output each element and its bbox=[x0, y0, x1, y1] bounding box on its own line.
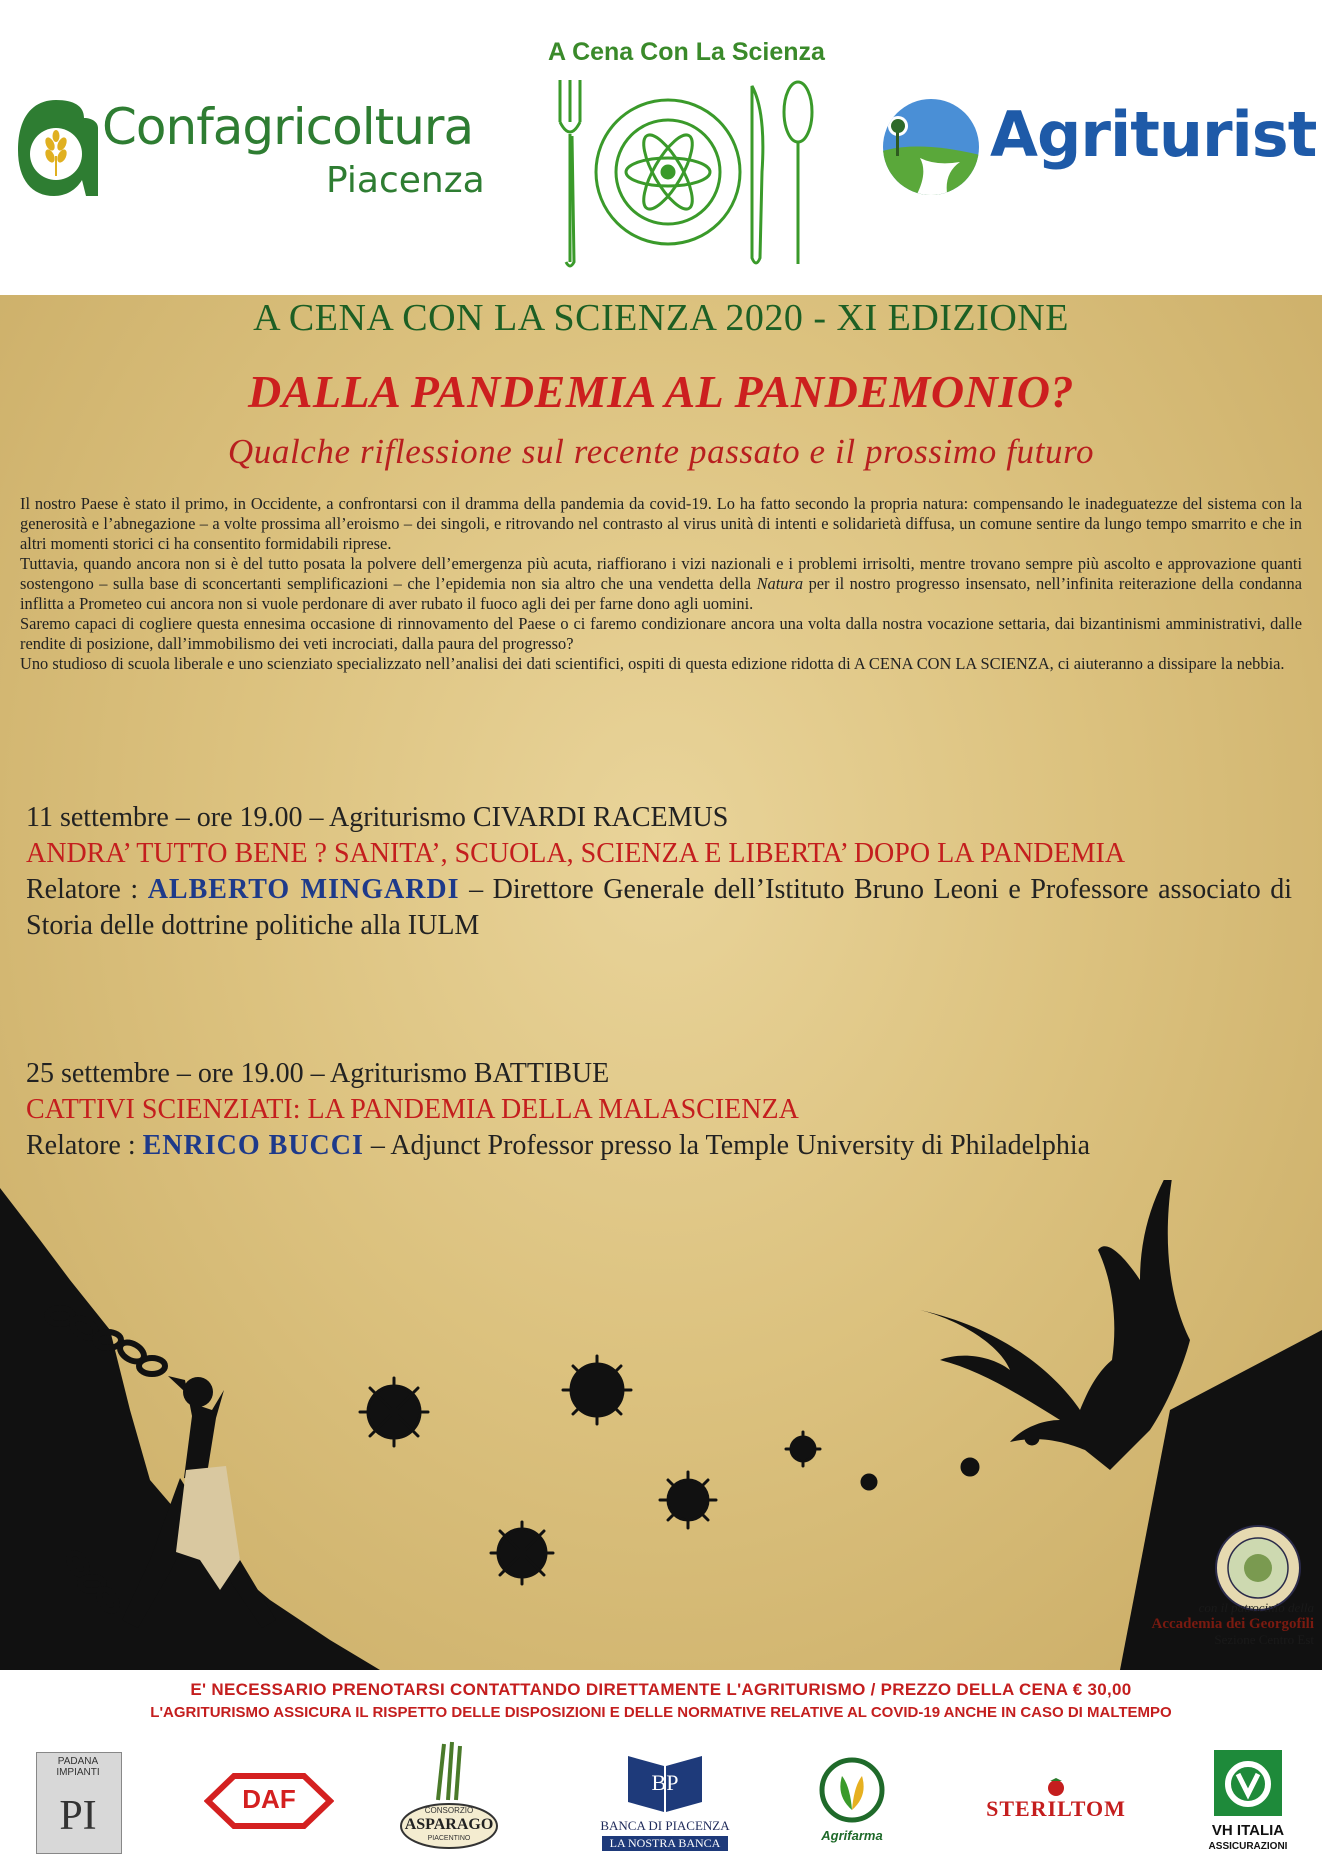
intro-p2-italic: Natura bbox=[756, 574, 804, 593]
sponsor-banca-name: BANCA DI PIACENZA bbox=[600, 1818, 730, 1833]
intro-p2-part-b: per il nostro progresso insensato, nell’infinita reiterazione della condanna inflitta a Prometeo cui ancora non si vuole perdonare di aver rubato il fuoco agli dei per farne dono agli uomini. bbox=[20, 574, 1302, 613]
sponsor-vh-sub: ASSICURAZIONI bbox=[1208, 1841, 1288, 1852]
sponsor-agrifarma-name: Agrifarma bbox=[821, 1828, 883, 1843]
event-2-date: 25 settembre – ore 19.00 – Agriturismo BATTIBUE bbox=[26, 1058, 610, 1089]
intro-paragraph-3: Saremo capaci di cogliere questa ennesima occasione di rinnovamento del Paese o ci faremo condizionare ancora una volta dalla nostra vocazione settaria, dai bizantinismi amministrativi, dalle rendite di posizione, dall’immobilismo dei veti incrociati, dalla paura del progresso? bbox=[20, 614, 1302, 653]
event-1-speaker bbox=[26, 872, 1292, 944]
sponsor-steriltom-name: STERILTOM bbox=[986, 1796, 1126, 1821]
sponsor-padana-mark: PI bbox=[59, 1793, 97, 1839]
sponsor-daf-name: DAF bbox=[242, 1784, 296, 1814]
sponsor-banca bbox=[592, 1752, 738, 1852]
sponsor-asparago bbox=[398, 1740, 500, 1852]
event-1 bbox=[26, 800, 1292, 944]
event-1-speaker-role: – Direttore Generale dell’Istituto Bruno Leoni e Professore associato di Storia delle dottrine politiche alla IULM bbox=[26, 874, 1293, 941]
patronage-line-1: con il patrocinio della bbox=[1198, 1600, 1314, 1615]
main-title: DALLA PANDEMIA AL PANDEMONIO? bbox=[248, 366, 1074, 417]
sponsor-banca-sub: LA NOSTRA BANCA bbox=[602, 1836, 728, 1851]
event-1-speaker-label: Relatore : bbox=[26, 874, 139, 905]
event-1-date: 11 settembre – ore 19.00 – Agriturismo CIVARDI RACEMUS bbox=[26, 802, 729, 833]
booking-note: E' NECESSARIO PRENOTARSI CONTATTANDO DIRETTAMENTE L'AGRITURISMO / PREZZO DELLA CENA € 30,00 bbox=[190, 1680, 1132, 1699]
event-2-title: CATTIVI SCIENZIATI: LA PANDEMIA DELLA MALASCIENZA bbox=[26, 1094, 799, 1125]
sponsor-agrifarma bbox=[812, 1756, 892, 1848]
agriturist-name: Agriturist bbox=[990, 98, 1317, 171]
confagricoltura-name: Confagricoltura bbox=[102, 98, 474, 156]
accademia-seal-icon bbox=[1216, 1526, 1300, 1610]
event-2-speaker bbox=[26, 1128, 1266, 1164]
intro-p2-part-a: Tuttavia, quando ancora non si è del tutto posata la polvere dell’emergenza più acuta, riaffiorano i vizi nazionali e i problemi irrisolti, mentre trovano sempre più ascolto e approvazione quanti sostengono – sulla base di sconcertanti semplificazioni – che l’epidemia non sia altro che una vendetta della bbox=[20, 554, 1302, 593]
intro-paragraph-4: Uno studioso di scuola liberale e uno scienziato specializzato nell’analisi dei dati scientifici, ospiti di questa edizione ridotta di A CENA CON LA SCIENZA, ci aiuteranno a dissipare la nebbia. bbox=[20, 654, 1285, 673]
acena-logo-title: A Cena Con La Scienza bbox=[548, 38, 825, 66]
event-2-speaker-name: ENRICO BUCCI bbox=[142, 1130, 364, 1161]
sponsor-padana-name: PADANA IMPIANTI bbox=[56, 1756, 100, 1778]
header bbox=[0, 0, 1322, 295]
sponsor-asparago-sub: PIACENTINO bbox=[427, 1835, 471, 1842]
intro-paragraph-1: Il nostro Paese è stato il primo, in Occidente, a confrontarsi con il dramma della pandemia da covid-19. Lo ha fatto secondo la propria natura: compensando le inadeguatezze del sistema con la generosità e l’abnegazione – a volte prossima all’eroismo – dei singoli, e ritrovando nel contrasto al virus unità di intenti e solidarietà diffusa, un comune sentire da lungo tempo smarrito e che in altri momenti storici ci ha consentito formidabili riprese. bbox=[20, 494, 1302, 553]
prometheus-bat-illustration bbox=[0, 1180, 1322, 1670]
sponsor-vh-italia bbox=[1196, 1748, 1300, 1858]
patronage-section: Sezione Centro Est bbox=[1214, 1632, 1314, 1647]
virus-icon bbox=[368, 1364, 1038, 1577]
steriltom-tomato-icon bbox=[976, 1778, 1136, 1796]
event-1-speaker-name: ALBERTO MINGARDI bbox=[147, 874, 460, 905]
agriturist-globe-icon bbox=[870, 96, 992, 198]
sponsor-padana bbox=[36, 1752, 120, 1852]
sponsor-vh-name: VH ITALIA bbox=[1211, 1822, 1285, 1839]
event-2-speaker-role: – Adjunct Professor presso la Temple University di Philadelphia bbox=[370, 1130, 1091, 1161]
sponsor-daf bbox=[204, 1772, 334, 1830]
event-2 bbox=[26, 1056, 1266, 1164]
covid-note: L'AGRITURISMO ASSICURA IL RISPETTO DELLE DISPOSIZIONI E DELLE NORMATIVE RELATIVE AL COVID-19 ANCHE IN CASO DI MALTEMPO bbox=[150, 1704, 1172, 1721]
sponsor-banca-mark: BP bbox=[651, 1770, 679, 1795]
confagricoltura-logo-icon bbox=[14, 98, 98, 198]
patronage bbox=[1152, 1600, 1314, 1648]
vh-italia-logo-icon bbox=[1196, 1748, 1300, 1818]
sponsor-steriltom bbox=[976, 1778, 1136, 1830]
patronage-academy: Accademia dei Georgofili bbox=[1151, 1616, 1314, 1632]
agrifarma-logo-icon bbox=[812, 1756, 892, 1826]
event-1-title: ANDRA’ TUTTO BENE ? SANITA’, SCUOLA, SCIENZA E LIBERTA’ DOPO LA PANDEMIA bbox=[26, 838, 1126, 869]
subtitle: Qualche riflessione sul recente passato e il prossimo futuro bbox=[227, 432, 1095, 471]
intro-text bbox=[20, 494, 1302, 674]
bat-icon bbox=[920, 1180, 1190, 1470]
sponsor-asparago-top: CONSORZIO bbox=[424, 1806, 474, 1815]
edition-heading: A CENA CON LA SCIENZA 2020 - XI EDIZIONE bbox=[253, 297, 1069, 339]
event-2-speaker-label: Relatore : bbox=[26, 1130, 136, 1161]
intro-paragraph-2 bbox=[20, 554, 1302, 614]
sponsor-asparago-name: ASPARAGO bbox=[404, 1816, 494, 1833]
plate-cutlery-atom-icon bbox=[548, 72, 818, 272]
confagricoltura-city: Piacenza bbox=[326, 160, 485, 201]
